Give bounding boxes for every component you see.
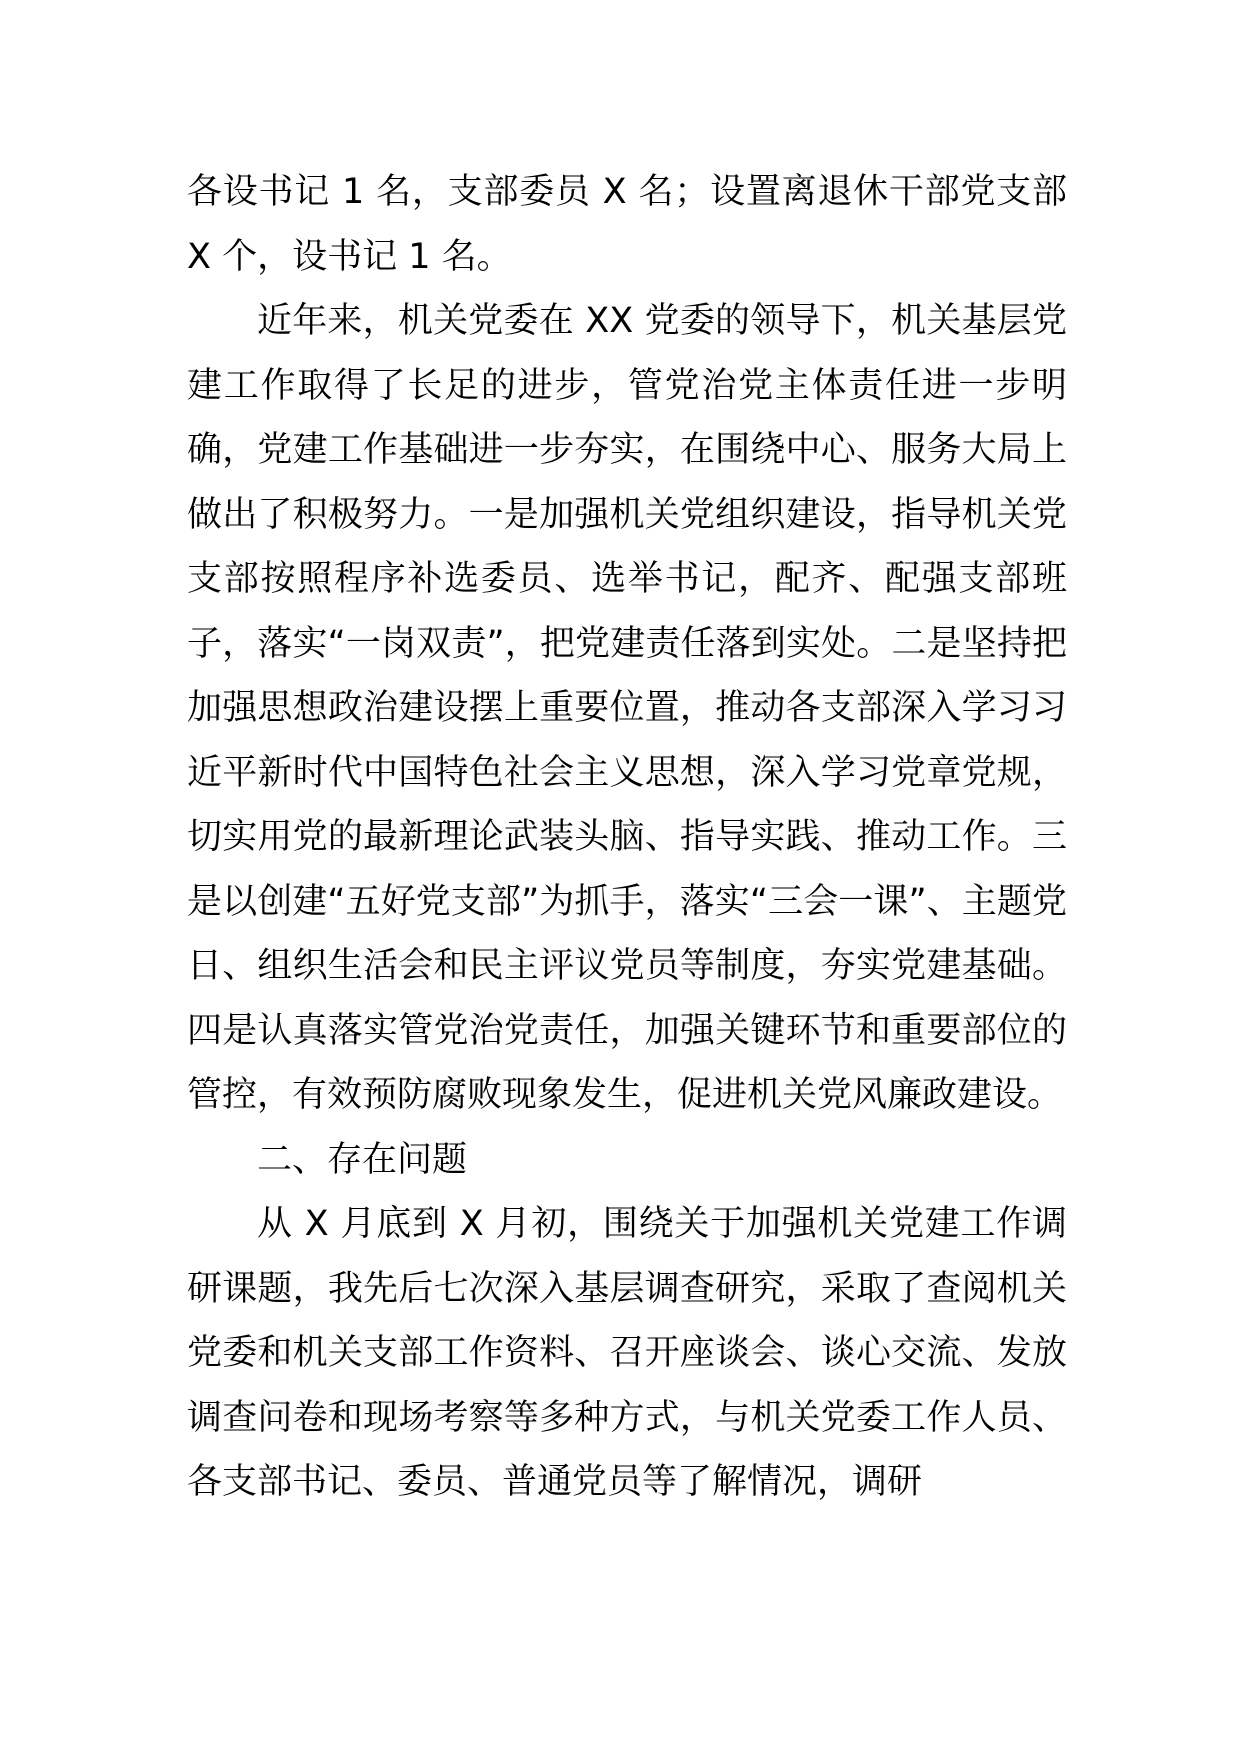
paragraph-party-building-progress: 近年来，机关党委在 XX 党委的领导下，机关基层党建工作取得了长足的进步，管党治党主体责任进一步明确，党建工作基础进一步夯实，在围绕中心、服务大局上做出了积极努力。一是加强机关党组织建设，指导机关党支部按照程序补选委员、选举书记，配齐、配强支部班子，落实“一岗双责”，把党建责任落到实处。二是坚持把加强思想政治建设摆上重要位置，推动各支部深入学习习近平新时代中国特色社会主义思想，深入学习党章党规，切实用党的最新理论武装头脑、指导实践、推动工作。三是以创建“五好党支部”为抓手，落实“三会一课”、主题党日、组织生活会和民主评议党员等制度，夯实党建基础。四是认真落实管党治党责任，加强关键环节和重要部位的管控，有效预防腐败现象发生，促进机关党风廉政建设。 <box>187 301 1067 1115</box>
paragraph-research-methods: 从 X 月底到 X 月初，围绕关于加强机关党建工作调研课题，我先后七次深入基层调查研究，采取了查阅机关党委和机关支部工作资料、召开座谈会、谈心交流、发放调查问卷和现场考察等多种方式，与机关党委工作人员、各支部书记、委员、普通党员等了解情况，调研 <box>187 1204 1067 1502</box>
paragraph-continued: 各设书记 1 名，支部委员 X 名；设置离退休干部党支部 X 个，设书记 1 名。 <box>187 172 1067 277</box>
section-heading-problems: 二、存在问题 <box>257 1139 468 1180</box>
document-body <box>187 160 1067 1515</box>
